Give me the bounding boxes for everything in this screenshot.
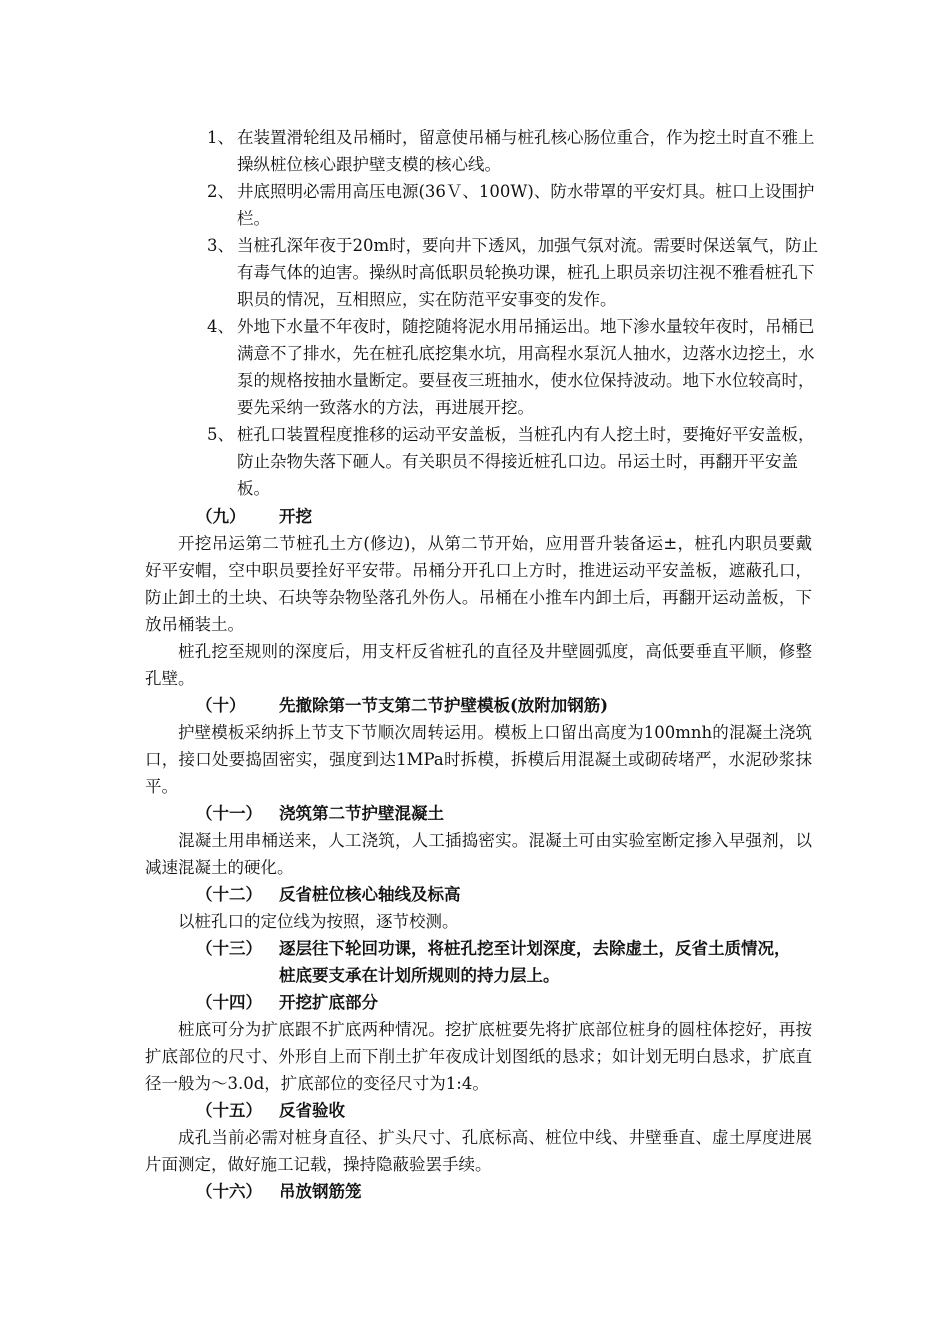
section-title: 反省验收 [279, 1101, 345, 1120]
section-number: （十三） [196, 939, 262, 958]
list-item-text: 桩孔口装置程度推移的运动平安盖板，当桩孔内有人挖土时，要掩好平安盖板，防止杂物失落下砸人。有关职员不得接近桩孔口边。吊运土时，再翻开平安盖板。 [237, 425, 815, 498]
body-paragraph: 以桩孔口的定位线为按照，逐节校测。 [178, 912, 459, 931]
section-title: 吊放钢筋笼 [279, 1182, 362, 1201]
list-item [207, 178, 827, 232]
section-number: （十四） [196, 993, 262, 1012]
list-item-text: 井底照明必需用高压电源(36Ｖ、100W)、防水带罩的平安灯具。桩口上设围护栏。 [237, 182, 815, 228]
section-title: 先撤除第一节支第二节护壁模板(放附加钢筋) [279, 696, 609, 715]
list-item-number: 3、 [207, 236, 234, 255]
section-number: （十二） [196, 885, 262, 904]
body-paragraph: 护壁模板采纳拆上节支下节顺次周转运用。模板上口留出高度为100mnh的混凝土浇筑口，接口处要捣固密实，强度到达1MPa时拆模，拆模后用混凝土或砌砖堵严，水泥砂浆抹平。 [145, 723, 812, 796]
body-paragraph: 桩底可分为扩底跟不扩底两种情况。挖扩底桩要先将扩底部位桩身的圆柱体挖好，再按扩底部位的尺寸、外形自上而下削土扩年夜成计划图纸的恳求；如计划无明白恳求，扩底直径一般为～3.0d，扩底部位的变径尺寸为1:4。 [145, 1020, 812, 1093]
list-item-text: 当桩孔深年夜于20m时，要向井下透风，加强气氛对流。需要时保送氧气，防止有毒气体的迫害。操纵时高低职员轮换功课，桩孔上职员亲切注视不雅看桩孔下职员的情况，互相照应，实在防范平安事变的发作。 [237, 236, 819, 309]
section-title: 浇筑第二节护壁混凝土 [279, 804, 444, 823]
list-item [207, 421, 827, 502]
body-paragraph: 成孔当前必需对桩身直径、扩头尺寸、孔底标高、桩位中线、井壁垂直、虚土厚度进展片面测定，做好施工记载，操持隐蔽验罢手续。 [145, 1128, 812, 1174]
body-paragraph: 桩孔挖至规则的深度后，用支杆反省桩孔的直径及井壁圆弧度，高低要垂直平顺，修整孔壁。 [145, 642, 812, 688]
body-paragraph: 开挖吊运第二节桩孔土方(修边)，从第二节开始，应用晋升装备运±，桩孔内职员要戴好平安帽，空中职员要拴好平安带。吊桶分开孔口上方时，推进运动平安盖板，遮蔽孔口，防止卸土的土块、石块等杂物坠落孔外伤人。吊桶在小推车内卸土后，再翻开运动盖板，下放吊桶装土。 [145, 534, 812, 634]
section-number: （十） [196, 696, 246, 715]
list-item-text: 外地下水量不年夜时，随挖随将泥水用吊捅运出。地下渗水量较年夜时，吊桶已满意不了排水，先在桩孔底挖集水坑，用高程水泵沉人抽水，边落水边挖土，水泵的规格按抽水量断定。要昼夜三班抽水，使水位保持波动。地下水位较高时，要先采纳一致落水的方法，再进展开挖。 [237, 317, 815, 417]
list-item-number: 4、 [207, 317, 234, 336]
list-item-number: 2、 [207, 182, 234, 201]
section-number: （十六） [196, 1182, 262, 1201]
list-item [207, 313, 827, 421]
section-title: 逐层往下轮回功课，将桩孔挖至计划深度，去除虚土，反省土质情况， [279, 939, 791, 958]
section-number: （十一） [196, 804, 262, 823]
section-number: （十五） [196, 1101, 262, 1120]
list-item-number: 5、 [207, 425, 234, 444]
section-title: 反省桩位核心轴线及标高 [279, 885, 461, 904]
list-item-text: 在装置滑轮组及吊桶时，留意使吊桶与桩孔核心肠位重合，作为挖土时直不雅上操纵桩位核心跟护壁支模的核心线。 [237, 128, 815, 174]
list-item [207, 124, 827, 178]
section-title: 开挖扩底部分 [279, 993, 378, 1012]
section-title: 开挖 [279, 507, 312, 526]
section-number: （九） [196, 507, 246, 526]
list-item [207, 232, 827, 313]
list-item-number: 1、 [207, 128, 234, 147]
body-paragraph: 混凝土用串桶送来，人工浇筑，人工插捣密实。混凝土可由实验室断定掺入早强剂，以减速混凝土的硬化。 [145, 831, 812, 877]
section-title-continued: 桩底要支承在计划所规则的持力层上。 [279, 966, 560, 985]
